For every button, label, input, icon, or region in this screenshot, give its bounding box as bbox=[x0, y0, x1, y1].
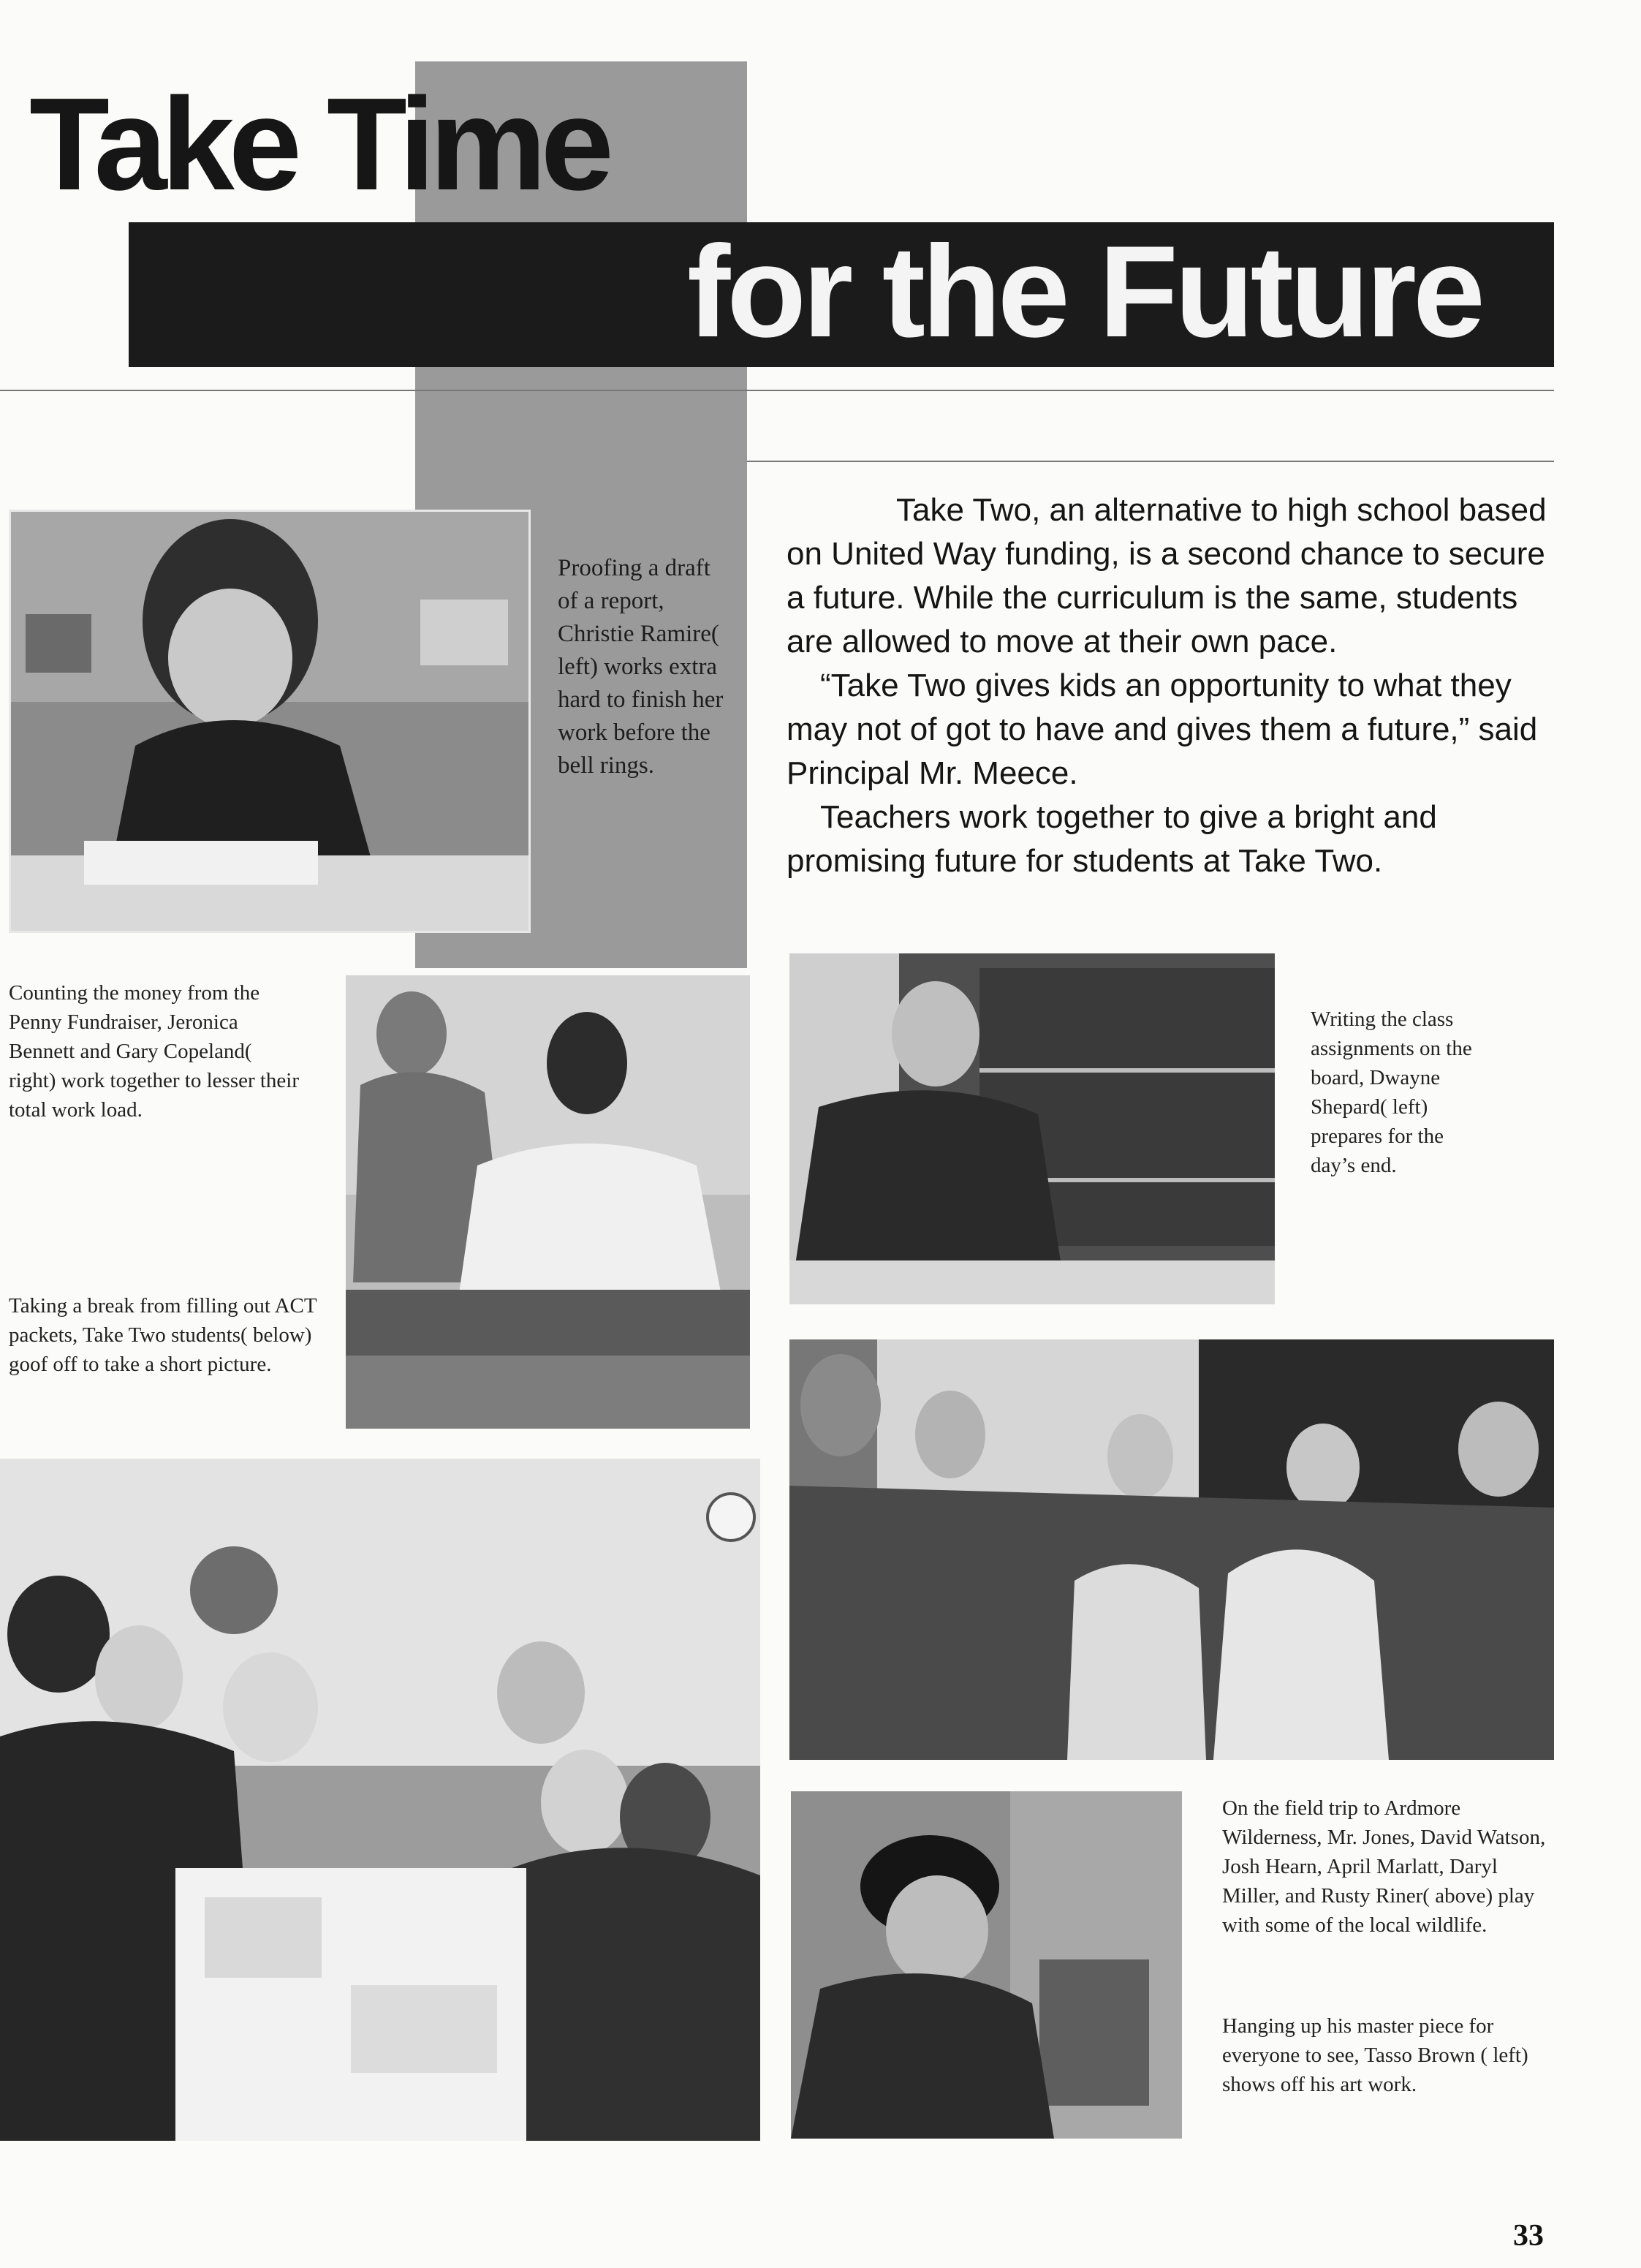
caption-writing: Writing the class assignments on the board, Dwayne Shepard( left) prepares for the day’s end. bbox=[1311, 1008, 1472, 1177]
caption-art: Hanging up his master piece for everyone to see, Tasso Brown ( left) shows off his art work. bbox=[1222, 2014, 1528, 2096]
title-line-1: Take Time bbox=[29, 71, 608, 218]
photo-classroom-group bbox=[0, 1459, 760, 2141]
body-rule bbox=[747, 461, 1554, 462]
caption-proofing: Proofing a draft of a report, Christie Ramire( left) works extra hard to finish her work before the bell rings. bbox=[558, 555, 724, 779]
caption-field-trip: On the field trip to Ardmore Wilderness, Mr. Jones, David Watson, Josh Hearn, April Marlatt, Daryl Miller, and Rusty Riner( above) play with some of the local wildlife. bbox=[1222, 1796, 1546, 1937]
photo-field-trip bbox=[789, 1339, 1554, 1760]
photo-writing-board bbox=[789, 953, 1275, 1304]
article-body bbox=[787, 488, 1561, 883]
photo-proofing-report bbox=[9, 510, 531, 933]
page-number: 33 bbox=[1513, 2219, 1544, 2253]
article-paragraph: Take Two, an alternative to high school based on United Way funding, is a second chance to secure a future. While the curriculum is the same, students are allowed to move at their own pace. bbox=[787, 492, 1547, 659]
article-paragraph: “Take Two gives kids an opportunity to what they may not of got to have and gives them a future,” said Principal Mr. Meece. bbox=[787, 668, 1538, 791]
article-paragraph: Teachers work together to give a bright and promising future for students at Take Two. bbox=[787, 799, 1437, 879]
header-rule bbox=[0, 390, 1554, 391]
caption-counting: Counting the money from the Penny Fundraiser, Jeronica Bennett and Gary Copeland( right) work together to lesser their total work load. bbox=[9, 981, 300, 1122]
title-line-2: for the Future bbox=[687, 219, 1482, 364]
photo-counting-money bbox=[346, 975, 750, 1429]
photo-art-work bbox=[791, 1791, 1182, 2139]
caption-break: Taking a break from filling out ACT packets, Take Two students( below) goof off to take a short picture. bbox=[9, 1294, 317, 1376]
